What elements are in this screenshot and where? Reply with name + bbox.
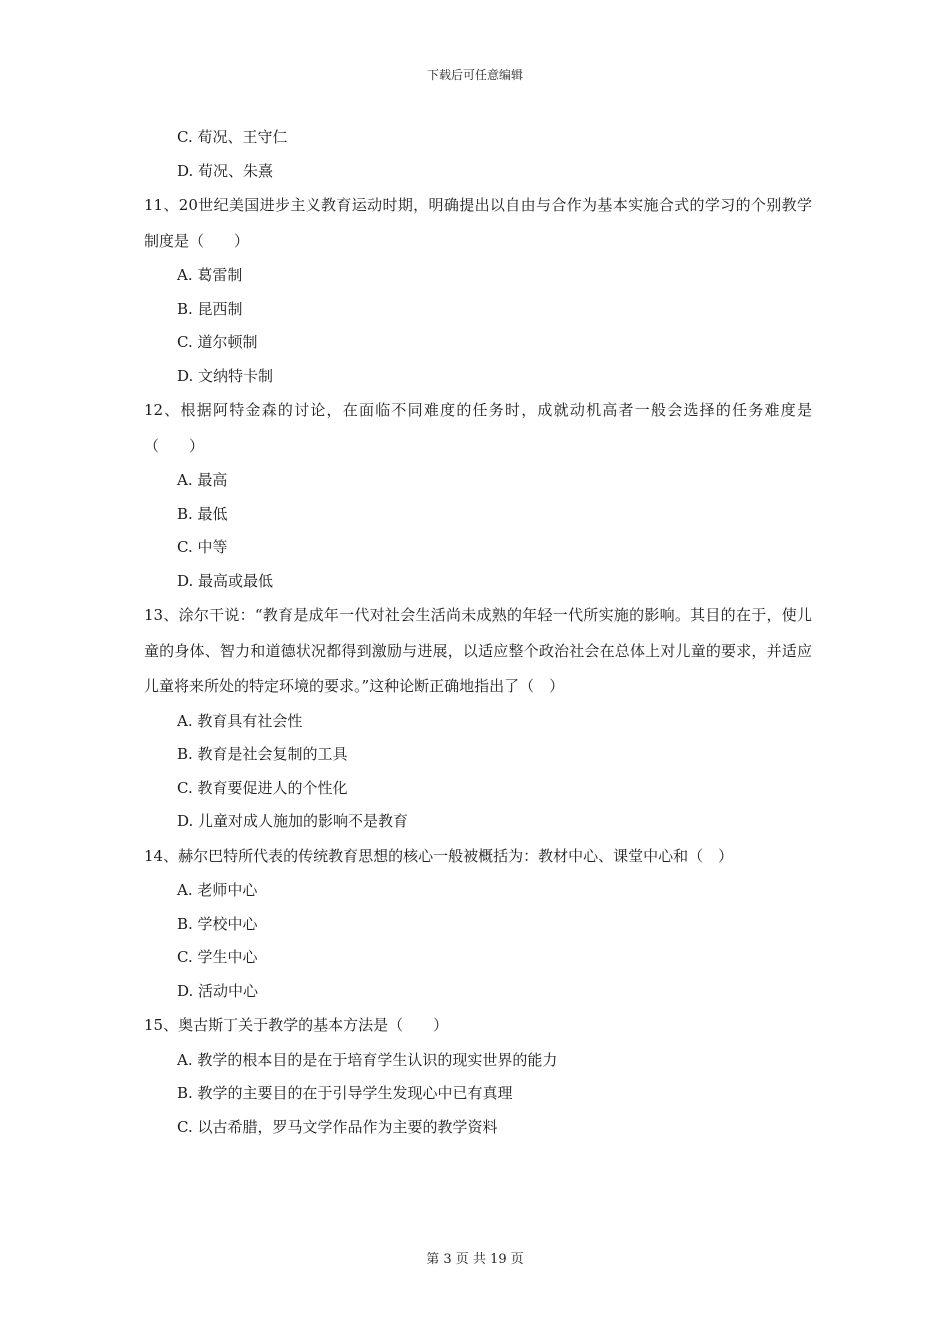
page-footer: 第 3 页 共 19 页 xyxy=(426,1252,524,1267)
option: D. 文纳特卡制 xyxy=(177,366,274,385)
option: A. 教育具有社会性 xyxy=(177,711,303,730)
option: C. 学生中心 xyxy=(177,948,258,966)
page-header: 下载后可任意编辑 xyxy=(426,68,523,82)
option: D. 儿童对成人施加的影响不是教育 xyxy=(177,812,409,830)
option: D. 最高或最低 xyxy=(177,571,274,590)
question-13 xyxy=(144,598,812,839)
option: D. 活动中心 xyxy=(177,981,259,1000)
option: B. 教学的主要目的在于引导学生发现心中已有真理 xyxy=(177,1084,513,1102)
question-15 xyxy=(144,1008,812,1144)
option: B. 昆西制 xyxy=(177,299,243,318)
option: C. 荀况、王守仁 xyxy=(177,128,288,146)
question-14 xyxy=(144,839,812,1009)
document-body xyxy=(144,121,812,1144)
option: C. 道尔顿制 xyxy=(177,333,258,351)
option: B. 教育是社会复制的工具 xyxy=(177,745,348,763)
option: B. 最低 xyxy=(177,504,228,523)
option: D. 荀况、朱熹 xyxy=(177,161,274,180)
option: A. 葛雷制 xyxy=(177,266,243,284)
question-12 xyxy=(144,393,812,598)
question-stem: 13、涂尔干说：“教育是成年一代对社会生活尚未成熟的年轻一代所实施的影响。其目的在于，使儿童的身体、智力和道德状况都得到激励与进展，以适应整个政治社会在总体上对儿童的要求，并适应儿童将来所处的特定环境的要求。”这种论断正确地指出了（ ） xyxy=(144,606,812,695)
option: C. 中等 xyxy=(177,538,228,556)
question-stem: 12、根据阿特金森的讨论，在面临不同难度的任务时，成就动机高者一般会选择的任务难度是（ ） xyxy=(144,401,812,455)
question-stem: 15、奥古斯丁关于教学的基本方法是（ ） xyxy=(144,1016,449,1034)
option: A. 老师中心 xyxy=(177,881,258,899)
option: A. 最高 xyxy=(177,471,228,489)
question-stem: 11、20世纪美国进步主义教育运动时期，明确提出以自由与合作为基本实施合式的学习的个别教学制度是（ ） xyxy=(144,196,812,250)
option: C. 教育要促进人的个性化 xyxy=(177,778,348,797)
option: A. 教学的根本目的是在于培育学生认识的现实世界的能力 xyxy=(177,1050,558,1069)
option: B. 学校中心 xyxy=(177,914,258,933)
option: C. 以古希腊，罗马文学作品作为主要的教学资料 xyxy=(177,1117,498,1136)
question-11 xyxy=(144,188,812,393)
question-stem: 14、赫尔巴特所代表的传统教育思想的核心一般被概括为：教材中心、课堂中心和（ ） xyxy=(144,846,734,865)
